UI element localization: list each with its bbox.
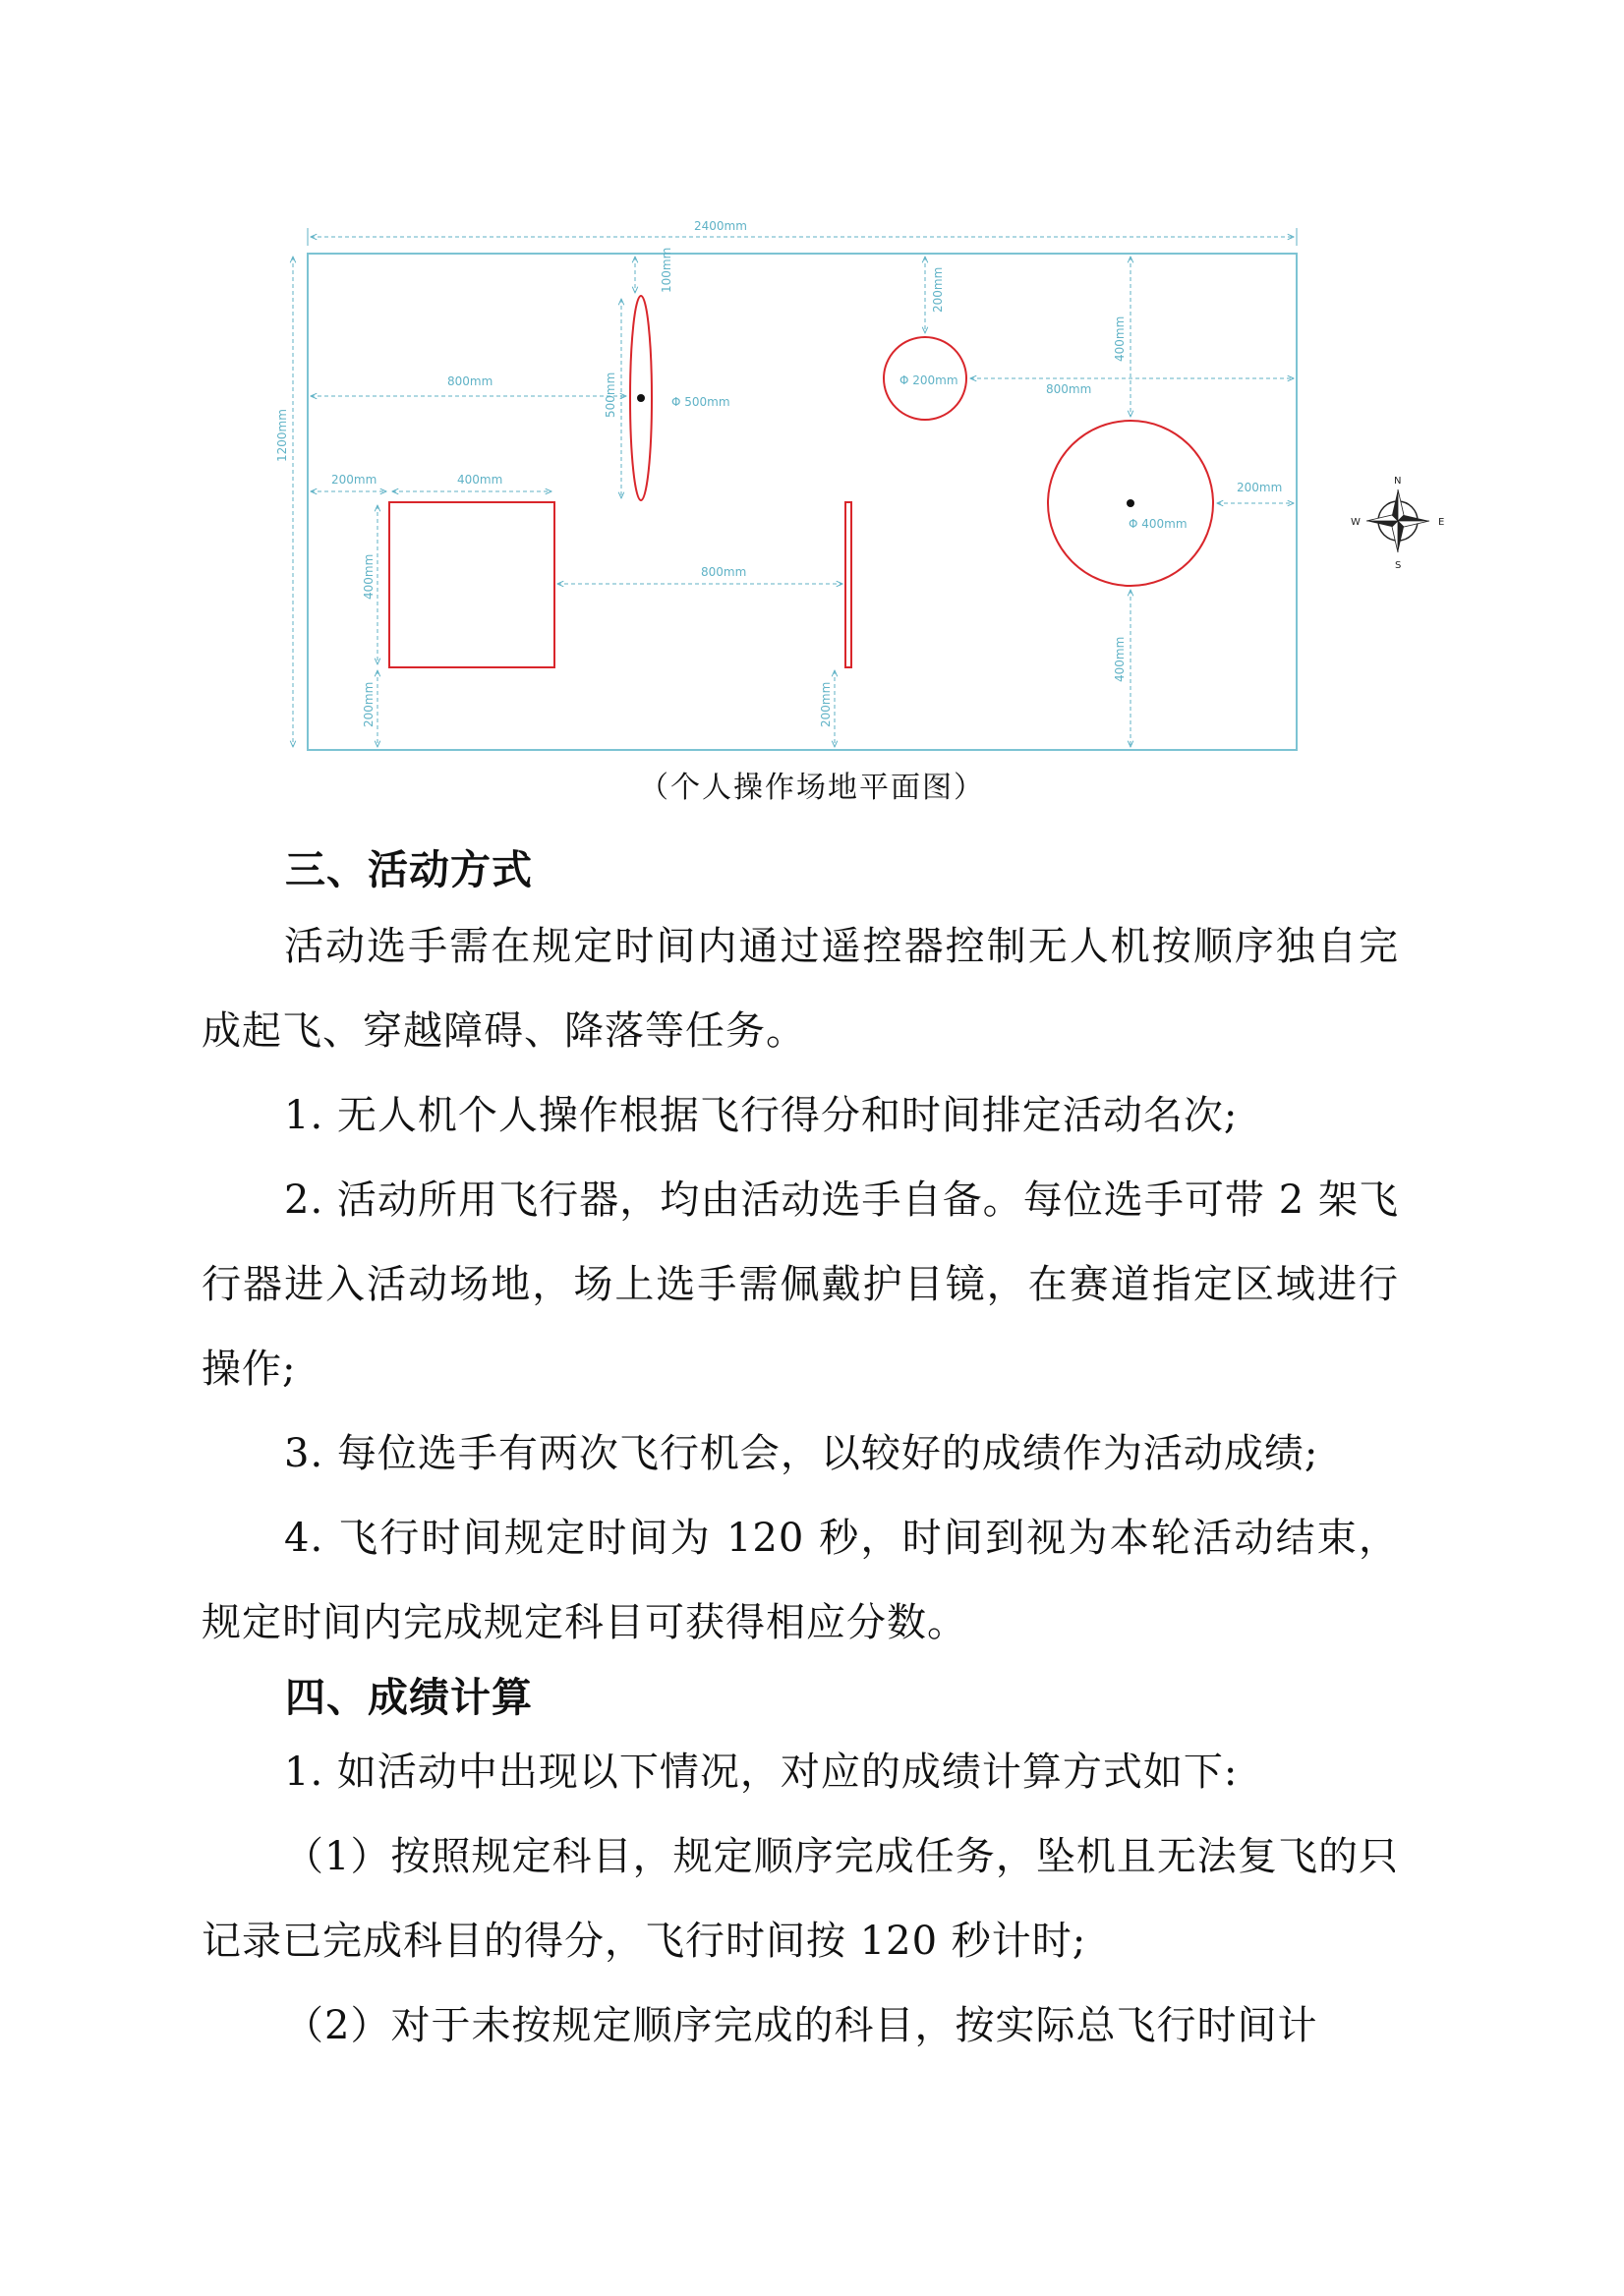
total-width-label: 2400mm <box>694 219 747 233</box>
paragraph-score-1-item-2: （2）对于未按规定顺序完成的科目，按实际总飞行时间计 <box>284 2003 1318 2048</box>
left-gap-label: 800mm <box>447 374 493 388</box>
section-heading-score-calculation: 四、成绩计算 <box>285 1674 533 1721</box>
large-ring-right-label: 200mm <box>1237 481 1283 494</box>
compass-n-label: N <box>1394 476 1402 487</box>
ellipse-height-label: 500mm <box>604 372 617 418</box>
large-ring-diameter-label: Φ 400mm <box>1129 517 1188 531</box>
paragraph-rule-2: 2. 活动所用飞行器，均由活动选手自备。每位选手可带 2 架飞行器进入活动场地，场上选手需佩戴护目镜，在赛道指定区域进行操作; <box>202 1177 1399 1392</box>
large-ring-top-label: 400mm <box>1113 316 1127 362</box>
field-plan-figure <box>0 0 1624 786</box>
right-gap-label: 800mm <box>1046 382 1092 396</box>
ellipse-top-label: 100mm <box>660 247 673 293</box>
section-heading-activity-method: 三、活动方式 <box>285 846 533 893</box>
square-left-label: 200mm <box>331 473 377 487</box>
gate-bottom-label: 200mm <box>819 681 833 727</box>
figure-caption: （个人操作场地平面图） <box>639 771 985 805</box>
small-ring-diameter-label: Φ 200mm <box>899 373 958 387</box>
square-height-label: 400mm <box>362 553 376 600</box>
field-floor-plan-diagram <box>265 197 1494 786</box>
compass-w-label: W <box>1351 517 1361 528</box>
paragraph-rule-1: 1. 无人机个人操作根据飞行得分和时间排定活动名次; <box>284 1093 1239 1138</box>
compass-e-label: E <box>1438 517 1445 528</box>
paragraph-rule-4: 4. 飞行时间规定时间为 120 秒，时间到视为本轮活动结束，规定时间内完成规定科目可获得相应分数。 <box>202 1516 1399 1645</box>
paragraph-rule-3: 3. 每位选手有两次飞行机会，以较好的成绩作为活动成绩; <box>284 1431 1319 1476</box>
total-height-label: 1200mm <box>275 409 289 462</box>
thin-vertical-gate <box>845 502 851 667</box>
small-ring-top-label: 200mm <box>931 266 945 313</box>
paragraph-intro: 活动选手需在规定时间内通过遥控器控制无人机按顺序独自完成起飞、穿越障碍、降落等任务。 <box>202 924 1399 1054</box>
paragraph-score-1-item-1: （1）按照规定科目，规定顺序完成任务，坠机且无法复飞的只记录已完成科目的得分，飞行时间按 120 秒计时; <box>202 1834 1399 1964</box>
large-ring-center-dot <box>1127 499 1134 507</box>
square-to-gate-label: 800mm <box>701 565 747 579</box>
ellipse-gate-center-dot <box>637 394 645 402</box>
ellipse-diameter-label: Φ 500mm <box>671 395 730 409</box>
total-width-dimension <box>308 219 1297 246</box>
total-height-dimension <box>275 257 293 747</box>
square-bottom-label: 200mm <box>362 681 376 727</box>
large-ring-bottom-label: 400mm <box>1113 636 1127 682</box>
square-width-label: 400mm <box>457 473 503 487</box>
compass-s-label: S <box>1395 560 1402 571</box>
square-gate <box>389 502 554 667</box>
compass-rose <box>1351 476 1444 571</box>
paragraph-score-1: 1. 如活动中出现以下情况，对应的成绩计算方式如下: <box>284 1750 1239 1795</box>
